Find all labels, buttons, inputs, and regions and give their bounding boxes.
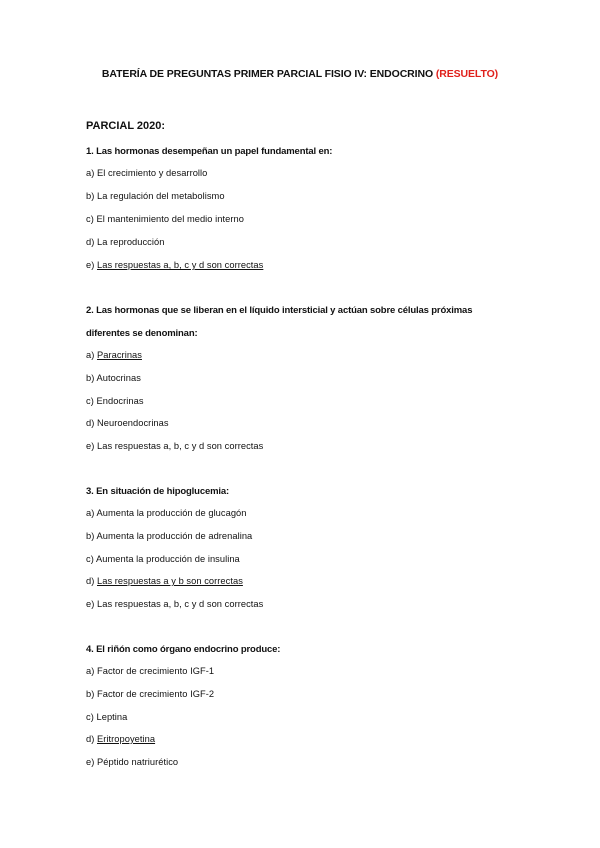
- option-letter: a): [86, 666, 95, 676]
- option-letter: c): [86, 214, 94, 224]
- option-text: La regulación del metabolismo: [97, 191, 225, 201]
- q1-option-c: [86, 214, 244, 224]
- q3-option-b: [86, 531, 252, 541]
- q3-option-a: [86, 508, 247, 518]
- option-letter: b): [86, 191, 95, 201]
- q2-option-d: [86, 418, 169, 428]
- option-text: Las respuestas a, b, c y d son correctas: [97, 599, 264, 609]
- option-letter: d): [86, 576, 95, 586]
- q2-option-c: [86, 396, 144, 406]
- question-text: En situación de hipoglucemia:: [96, 486, 230, 497]
- q4-option-a: [86, 666, 214, 676]
- option-text-correct: Las respuestas a y b son correctas: [97, 576, 243, 586]
- question-3: [86, 486, 229, 497]
- option-text-correct: Las respuestas a, b, c y d son correctas: [97, 260, 264, 270]
- option-text-correct: Paracrinas: [97, 350, 142, 360]
- q2-option-e: [86, 441, 263, 451]
- option-letter: a): [86, 350, 95, 360]
- option-text: La reproducción: [97, 237, 165, 247]
- option-text: Péptido natriurético: [97, 757, 179, 767]
- question-2: [86, 305, 472, 316]
- q1-option-d: [86, 237, 164, 247]
- q3-option-d: [86, 576, 243, 586]
- option-text: Factor de crecimiento IGF-1: [97, 666, 215, 676]
- option-letter: c): [86, 554, 94, 564]
- q4-option-e: [86, 757, 178, 767]
- q1-option-a: [86, 168, 207, 178]
- q2-option-a: [86, 350, 142, 360]
- q3-option-c: [86, 554, 240, 564]
- q1-option-b: [86, 191, 225, 201]
- question-4: [86, 644, 280, 655]
- option-letter: b): [86, 373, 95, 383]
- option-letter: b): [86, 689, 95, 699]
- option-text: El crecimiento y desarrollo: [97, 168, 208, 178]
- option-text-correct: Eritropoyetina: [97, 734, 156, 744]
- option-text: Leptina: [96, 712, 128, 722]
- question-text: Las hormonas desempeñan un papel fundamental en:: [96, 146, 333, 157]
- option-letter: a): [86, 168, 95, 178]
- option-text: Factor de crecimiento IGF-2: [97, 689, 215, 699]
- section-heading: PARCIAL 2020:: [86, 120, 166, 132]
- option-text: Autocrinas: [96, 373, 141, 383]
- option-text: El mantenimiento del medio interno: [96, 214, 244, 224]
- option-letter: e): [86, 441, 95, 451]
- option-letter: c): [86, 712, 94, 722]
- q1-option-e: [86, 260, 263, 270]
- q4-option-c: [86, 712, 127, 722]
- option-letter: e): [86, 599, 95, 609]
- question-number: 2.: [86, 305, 94, 316]
- question-text: Las hormonas que se liberan en el líquido intersticial y actúan sobre células próximas: [96, 305, 473, 316]
- q3-option-e: [86, 599, 263, 609]
- title-text: BATERÍA DE PREGUNTAS PRIMER PARCIAL FISIO IV: ENDOCRINO: [101, 68, 434, 80]
- option-text: Las respuestas a, b, c y d son correctas: [97, 441, 264, 451]
- option-letter: e): [86, 260, 95, 270]
- resolved-tag: (RESUELTO): [435, 68, 499, 80]
- option-text: Aumenta la producción de adrenalina: [96, 531, 253, 541]
- option-text: Neuroendocrinas: [97, 418, 169, 428]
- option-letter: e): [86, 757, 95, 767]
- option-letter: d): [86, 237, 95, 247]
- question-1: [86, 146, 332, 157]
- q4-option-b: [86, 689, 214, 699]
- question-number: 4.: [86, 644, 94, 655]
- option-text: Aumenta la producción de insulina: [95, 554, 240, 564]
- option-letter: c): [86, 396, 94, 406]
- q2-option-b: [86, 373, 141, 383]
- document-title: [0, 68, 600, 80]
- q4-option-d: [86, 734, 155, 744]
- question-2-line2: diferentes se denominan:: [86, 328, 198, 339]
- option-letter: d): [86, 418, 95, 428]
- option-letter: a): [86, 508, 95, 518]
- option-letter: d): [86, 734, 95, 744]
- option-text: Endocrinas: [96, 396, 144, 406]
- question-number: 1.: [86, 146, 94, 157]
- option-letter: b): [86, 531, 95, 541]
- question-number: 3.: [86, 486, 94, 497]
- question-text: El riñón como órgano endocrino produce:: [96, 644, 281, 655]
- option-text: Aumenta la producción de glucagón: [96, 508, 247, 518]
